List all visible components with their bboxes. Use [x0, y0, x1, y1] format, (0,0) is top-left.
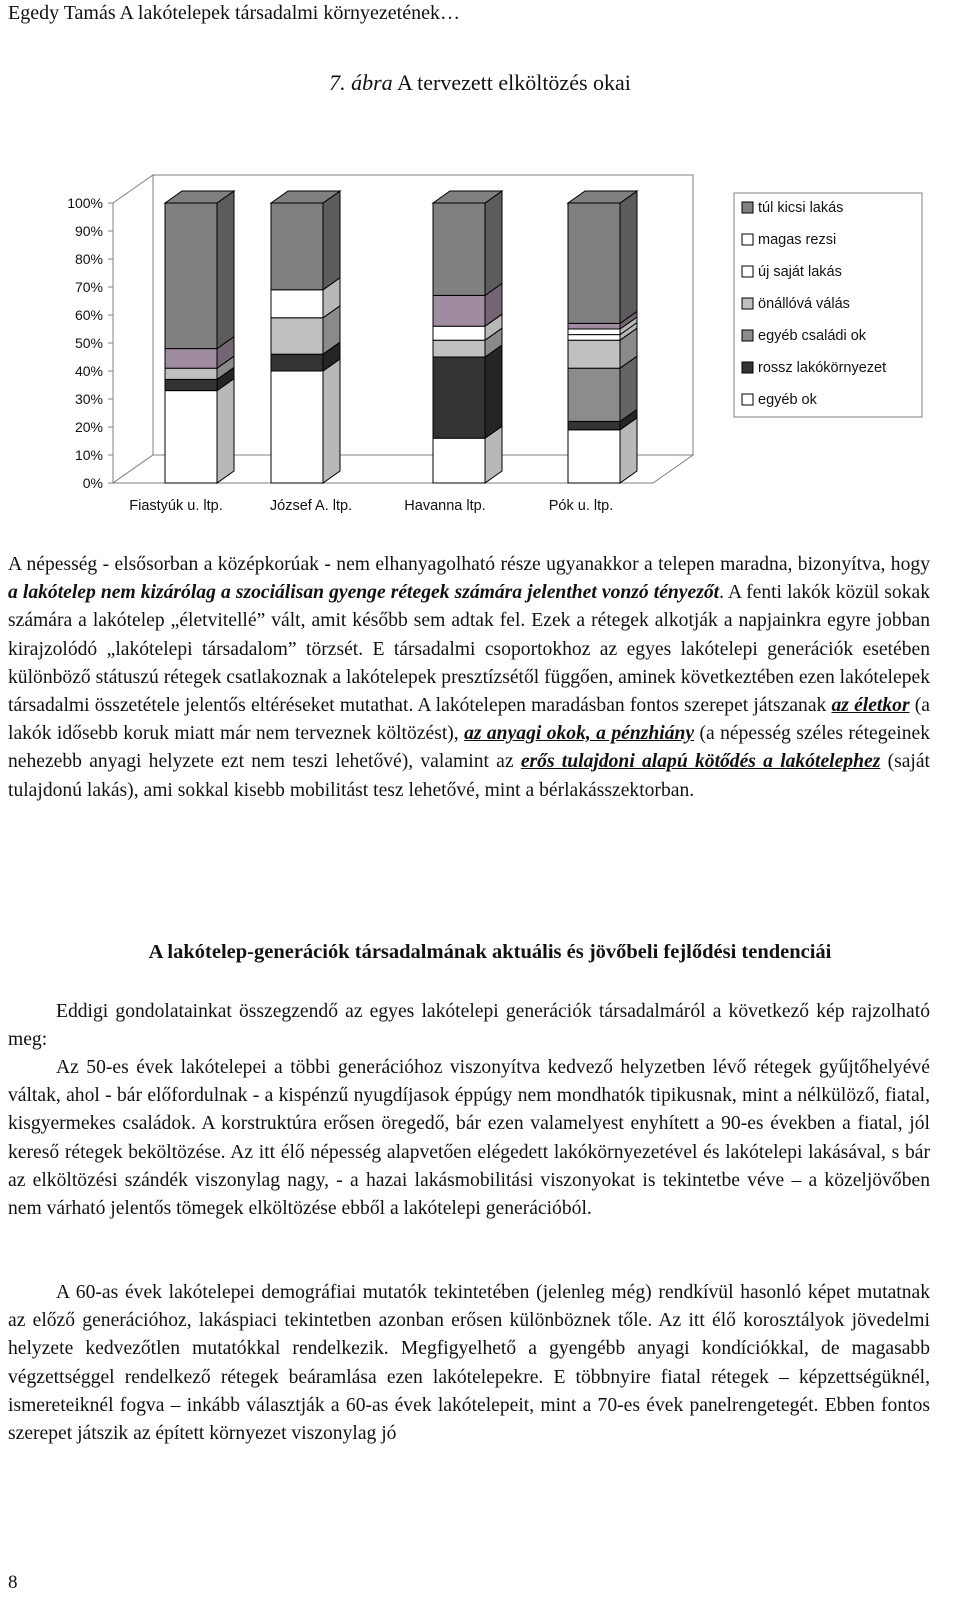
bar-segment [165, 203, 217, 349]
figure-number: 7. ábra [329, 70, 393, 95]
bar-segment [165, 379, 217, 390]
bar-segment [271, 203, 323, 290]
bar-segment [568, 430, 620, 483]
page-number: 8 [8, 1572, 18, 1593]
x-tick-label: József A. ltp. [269, 498, 353, 514]
bar-segment [433, 203, 485, 295]
x-tick-label: Havanna ltp. [404, 498, 486, 514]
legend-swatch [742, 234, 753, 245]
stacked-bar-chart [0, 160, 960, 525]
bar-segment [568, 329, 620, 335]
legend-label: egyéb családi ok [758, 328, 867, 344]
y-tick-label: 60% [74, 307, 103, 323]
bar-segment-side [620, 191, 637, 323]
p1-text-i: (saját tulajdonú lakás), ami sokkal kisebb mobilitást tesz lehetővé, mint a bérlakásszektorban. [8, 751, 930, 801]
paragraph-4: A 60-as évek lakótelepei demográfiai mutatók tekintetében (jelenleg még) rendkívül hasonló képet mutatnak az előző generációhoz, lakáspiaci tekintetben azonban erősen különböznek tőle. Az itt élő korosztályok jövedelmi helyzete kedvezőtlen mutatókkal rendelkezik. Megfigyelhető a gyengébb anyagi kondíciókkal, de magasabb végzettséggel rendelkező rétegek beáramlása ezen lakótelepekre. E többnyire fiatal rétegek – képzettségüknél, ismereteiknél fogva – inkább választják a 60-as évek lakótelepeit, mint a 70-es évek panelrengetegét. Ebben fontos szerepet játszik az épített környezet viszonylag jó [8, 1282, 930, 1445]
y-axis-ticks [67, 195, 113, 491]
x-axis-labels [129, 498, 613, 514]
legend-swatch [742, 266, 753, 277]
paragraph-2: Eddigi gondolatainkat összegzendő az egyes lakótelepi generációk társadalmáról a következő kép rajzolható meg: [8, 1001, 930, 1051]
y-tick-label: 0% [82, 475, 103, 491]
y-tick-label: 40% [74, 363, 103, 379]
p1-emphasis-1: a lakótelep nem kizárólag a szociálisan gyenge rétegek számára jelenthet vonzó tényezőt [8, 582, 720, 604]
legend-swatch [742, 298, 753, 309]
y-tick-label: 70% [74, 279, 103, 295]
bar-segment-side [217, 379, 234, 483]
bar-segment [568, 335, 620, 341]
bar-segment [433, 295, 485, 326]
bar-segment [568, 421, 620, 429]
paragraph-1 [8, 551, 930, 805]
bar-segment [165, 349, 217, 369]
bar-segment [568, 340, 620, 368]
bar-segment [433, 438, 485, 483]
bar-segment-side [323, 191, 340, 290]
bar-segment [568, 368, 620, 421]
y-tick-label: 50% [74, 335, 103, 351]
section-title: A lakótelep-generációk társadalmának aktuális és jövőbeli fejlődési tendenciái [148, 941, 832, 963]
legend-swatch [742, 202, 753, 213]
y-tick-label: 20% [74, 419, 103, 435]
p1-text-e: (a lakók idősebb koruk miatt már nem terveznek költözést), [8, 695, 930, 745]
bar-segment [568, 323, 620, 329]
legend-label: új saját lakás [758, 264, 842, 280]
legend-swatch [742, 330, 753, 341]
bar-segment-side [323, 359, 340, 483]
x-tick-label: Fiastyúk u. ltp. [129, 498, 223, 514]
bar-segment [165, 391, 217, 483]
bar-segment-side [485, 191, 502, 295]
p1-text-a: A népesség - elsősorban a középkorúak - nem elhanyagolható része ugyanakkor a telepen maradna, bizonyítva, hogy [8, 554, 930, 575]
bar-segment-side [217, 191, 234, 349]
legend-swatch [742, 362, 753, 373]
y-tick-label: 100% [67, 195, 103, 211]
figure-title: A tervezett elköltözés okai [396, 70, 631, 95]
paragraph-3: Az 50-es évek lakótelepei a többi generációhoz viszonyítva kedvező helyzetben lévő rétegek gyűjtőhelyévé váltak, ahol - bár előfordulnak - a kispénzű nyugdíjasok éppúgy nem mondhatók tipikusnak, mint a nélkülöző, fiatal, kisgyermekes családok. A korstruktúra erősen öregedő, bár ezen valamelyest enyhített a 90-es években a fiatal, jól kereső rétegek beköltözése. Az itt élő népesség alapvetően elégedett lakókörnyezetével és lakótelepi lakásával, s bár az elköltözési szándék viszonylag nagy, - a hazai lakásmobilitási viszonyokat is tekintetbe véve – a közeljövőben nem várható jelentős tömegek elköltözése ebből a lakótelepi generációból. [8, 1057, 930, 1220]
bar-segment [433, 357, 485, 438]
figure-caption [0, 70, 960, 96]
running-header: Egedy Tamás A lakótelepek társadalmi környezetének… [8, 2, 460, 24]
y-tick-label: 30% [74, 391, 103, 407]
p1-emphasis-4: erős tulajdoni alapú kötődés a lakótelephez [520, 751, 881, 773]
bar-segment [568, 203, 620, 323]
bar-segment [271, 354, 323, 371]
legend-swatch [742, 394, 753, 405]
p1-text-g: (a népesség széles rétegeinek nehezebb anyagi helyzete ezt nem teszi lehetővé), valamint az [8, 723, 930, 773]
y-tick-label: 90% [74, 223, 103, 239]
x-tick-label: Pók u. ltp. [548, 498, 614, 514]
p1-emphasis-3: az anyagi okok, a pénzhiány [464, 723, 695, 745]
p1-text-c: . A fenti lakók közül sokak számára a lakótelep „életvitellé” vált, amit később sem adtak fel. Ezek a rétegek alkotják a napjainkra egyre jobban kirajzolódó „lakótelepi társadalom” törzsét. E társadalmi csoportokhoz az egyes lakótelepi generációk esetében különböző státuszú rétegek csatlakoznak a lakótelepek presztízsétől függően, aminek következtében ezen lakótelepek társadalmi összetétele jelentős eltéréseket mutathat. A lakótelepen maradásban fontos szerepet játszanak [8, 582, 930, 717]
p1-emphasis-2: az életkor [831, 695, 910, 717]
y-tick-label: 80% [74, 251, 103, 267]
legend-label: önállóvá válás [758, 296, 850, 312]
legend-label: magas rezsi [758, 232, 837, 248]
bar-segment [165, 368, 217, 379]
legend-label: rossz lakókörnyezet [758, 360, 887, 376]
chart-legend [734, 193, 922, 417]
bar-segment [271, 371, 323, 483]
bar-segment [271, 290, 323, 318]
y-tick-label: 10% [74, 447, 103, 463]
bar-segment [433, 326, 485, 340]
plot-side-wall [113, 175, 153, 483]
bar-segment [433, 340, 485, 357]
bar-segment [271, 318, 323, 354]
bar-segment-side [485, 345, 502, 438]
legend-label: egyéb ok [758, 392, 817, 408]
legend-label: túl kicsi lakás [758, 200, 844, 216]
